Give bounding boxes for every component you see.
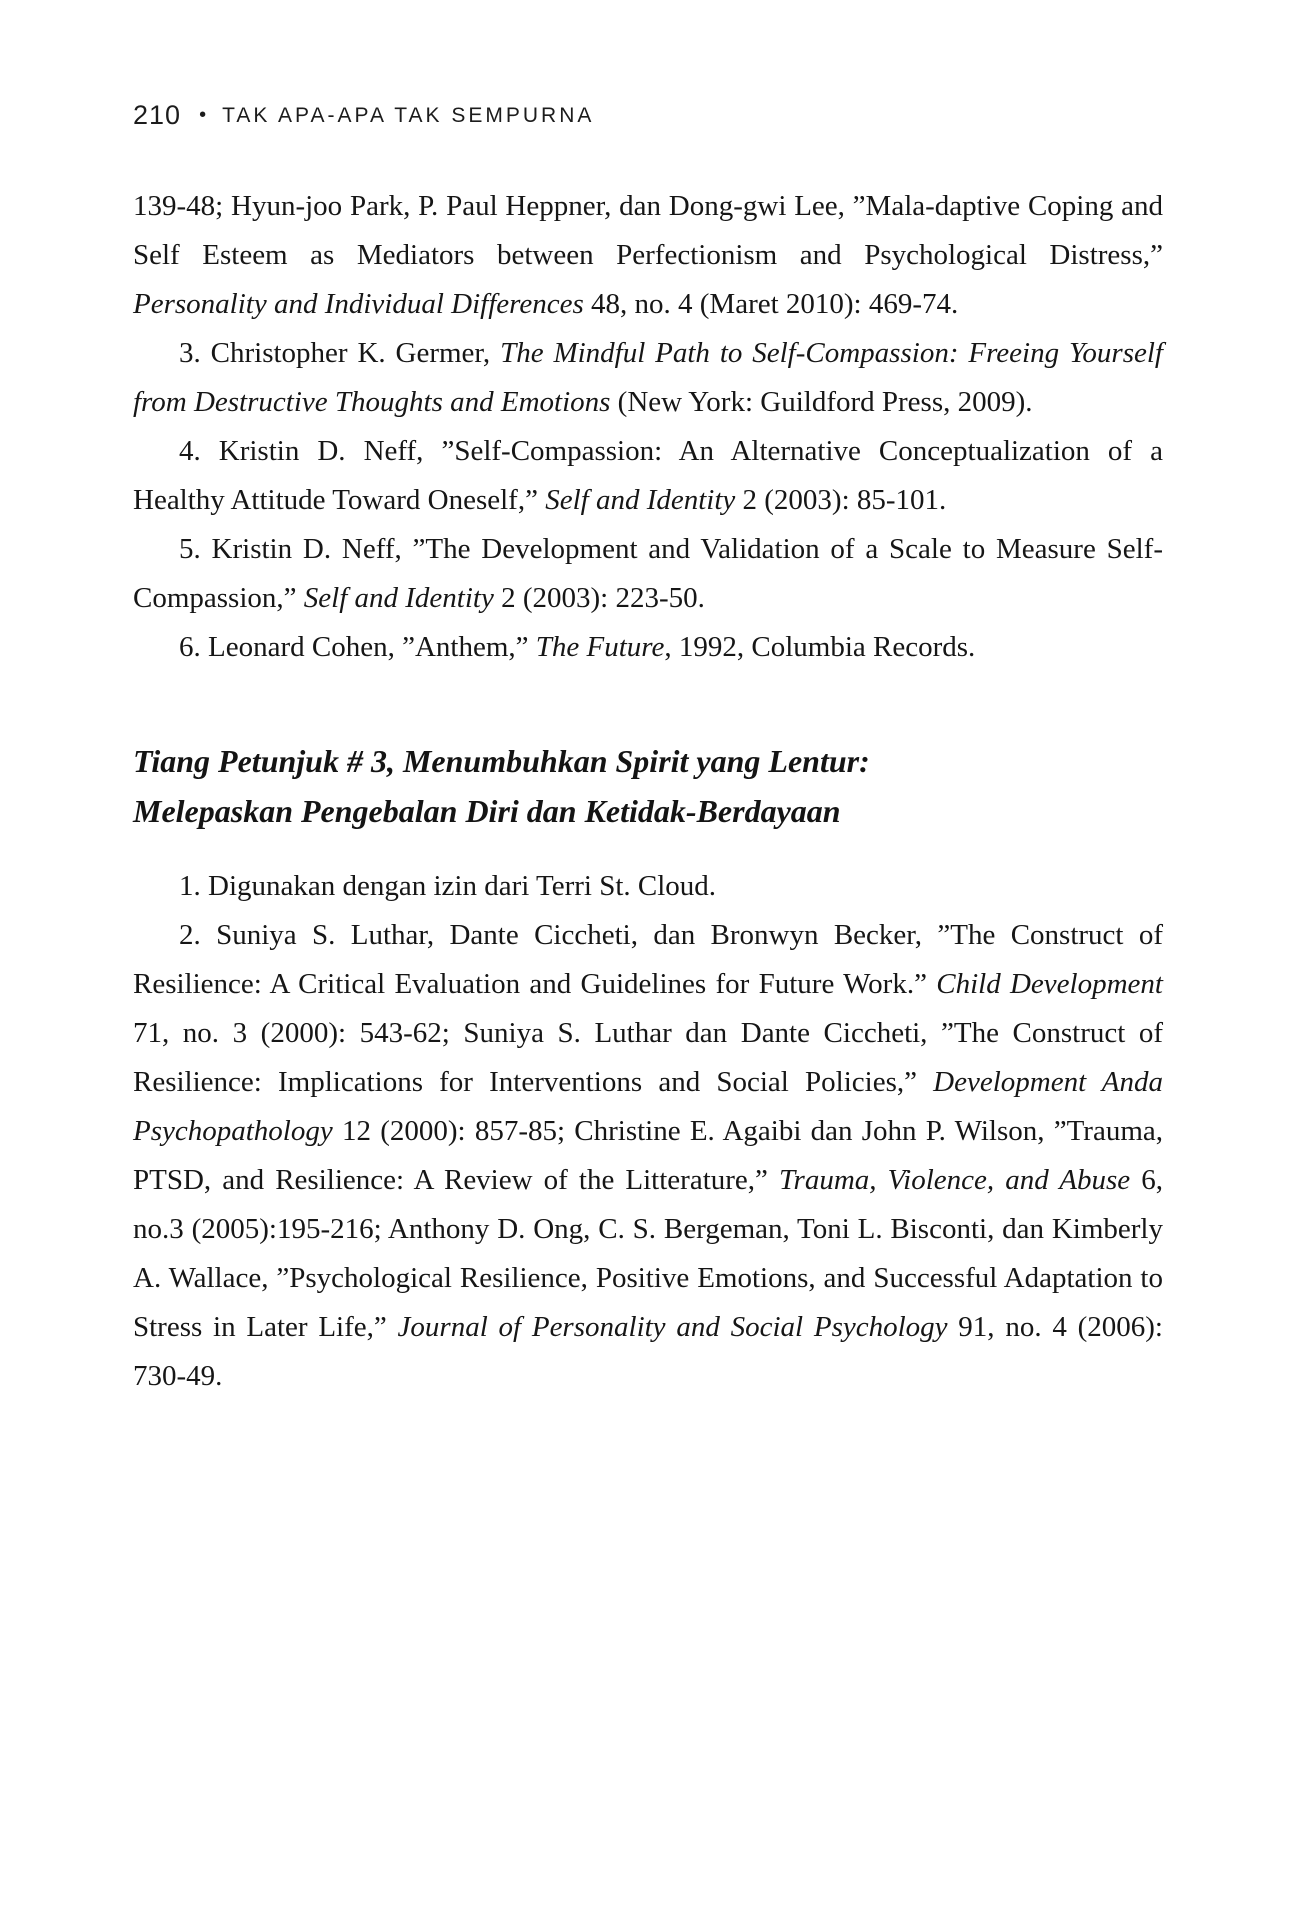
- citation-title: Self and Identity: [545, 484, 736, 516]
- running-title: TAK APA-APA TAK SEMPURNA: [222, 103, 595, 127]
- citation-title: Development Anda Psychopathology: [133, 1066, 1164, 1147]
- note-text: 6, no.3 (2005):195-216; Anthony D. Ong, C. S. Bergeman, Toni L. Bisconti, dan Kimberly A. Wallace, ”Psychological Resilience, Positive Emotions, and Successful Adaptation to Stress in Later Life,”: [133, 1164, 1164, 1343]
- note-text: 2 (2003): 223-50.: [493, 582, 705, 614]
- citation-title: Journal of Personality and Social Psychology: [397, 1311, 948, 1343]
- note-text: , 1992, Columbia Records.: [664, 631, 976, 663]
- note-text: 5. Kristin D. Neff, ”The Development and Validation of a Scale to Measure Self-Compassion,”: [133, 533, 1163, 614]
- note-text: 6. Leonard Cohen, ”Anthem,”: [179, 631, 536, 663]
- note-paragraph: [133, 329, 1163, 427]
- note-paragraph: [133, 525, 1163, 623]
- note-text: 1. Digunakan dengan izin dari Terri St. Cloud.: [179, 870, 717, 902]
- notes-part2: [133, 862, 1163, 1401]
- running-header: [133, 100, 594, 131]
- page-number: 210: [133, 100, 182, 130]
- section-heading-line1: Tiang Petunjuk # 3, Menumbuhkan Spirit yang Lentur:: [133, 743, 870, 779]
- note-text: 4. Kristin D. Neff, ”Self-Compassion: An Alternative Conceptualization of a Healthy Attitude Toward Oneself,”: [133, 435, 1163, 516]
- note-text: 3. Christopher K. Germer,: [179, 337, 501, 369]
- citation-title: Trauma, Violence, and Abuse: [779, 1164, 1131, 1196]
- citation-title: The Mindful Path to Self-Compassion: Freeing Yourself from Destructive Thoughts and Emotions: [133, 337, 1163, 418]
- citation-title: Child Development: [936, 968, 1163, 1000]
- section-heading-line2: Melepaskan Pengebalan Diri dan Ketidak-Berdayaan: [133, 793, 841, 829]
- notes-part1: [133, 182, 1163, 672]
- citation-title: Self and Identity: [303, 582, 494, 614]
- note-paragraph: [133, 623, 1163, 672]
- note-paragraph: [133, 427, 1163, 525]
- note-text: 2 (2003): 85-101.: [735, 484, 947, 516]
- note-text: 91, no. 4 (2006): 730-49.: [133, 1311, 1163, 1392]
- note-text: (New York: Guildford Press, 2009).: [610, 386, 1033, 418]
- note-paragraph: [133, 911, 1163, 1401]
- note-paragraph: [133, 862, 1163, 911]
- note-text: 48, no. 4 (Maret 2010): 469-74.: [583, 288, 959, 320]
- note-paragraph: [133, 182, 1163, 329]
- note-text: 12 (2000): 857-85; Christine E. Agaibi dan John P. Wilson, ”Trauma, PTSD, and Resilience: A Review of the Litterature,”: [133, 1115, 1163, 1196]
- note-text: 71, no. 3 (2000): 543-62; Suniya S. Luthar dan Dante Ciccheti, ”The Construct of Resilience: Implications for Interventions and Social Policies,”: [133, 1017, 1163, 1098]
- bullet-separator-icon: •: [199, 104, 207, 126]
- section-heading: [133, 736, 1163, 836]
- citation-title: The Future: [535, 631, 665, 663]
- citation-title: Personality and Individual Differences: [133, 288, 584, 320]
- note-text: 2. Suniya S. Luthar, Dante Ciccheti, dan Bronwyn Becker, ”The Construct of Resilience: A Critical Evaluation and Guidelines for Future Work.”: [133, 919, 1163, 1000]
- page-body: [133, 182, 1163, 1401]
- note-text: 139-48; Hyun-joo Park, P. Paul Heppner, dan Dong-gwi Lee, ”Mala-daptive Coping and Self Esteem as Mediators between Perfectionism and Psychological Distress,”: [133, 190, 1163, 271]
